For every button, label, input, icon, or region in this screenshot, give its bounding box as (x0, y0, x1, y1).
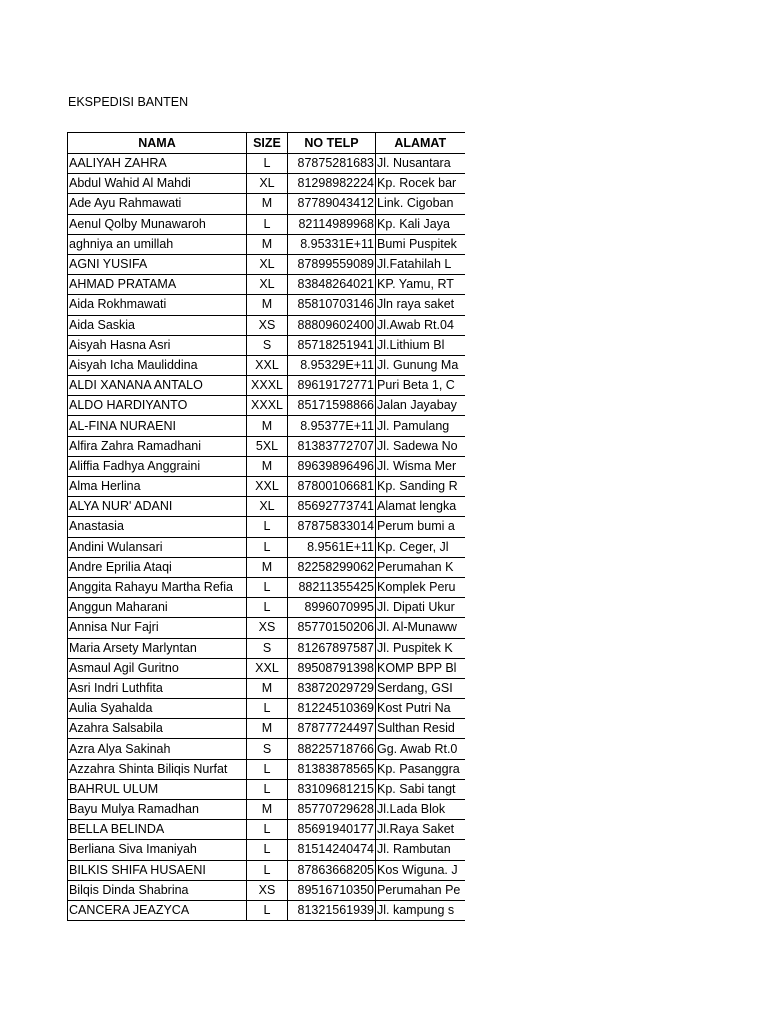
sheet-title: EKSPEDISI BANTEN (68, 95, 189, 109)
table-row (68, 154, 465, 174)
cell-size[interactable]: XXL (247, 355, 288, 375)
col-header-nama[interactable]: NAMA (68, 133, 247, 154)
cell-nama[interactable]: Annisa Nur Fajri (68, 618, 247, 638)
cell-alamat[interactable]: Jl.Raya Saket (376, 820, 465, 840)
cell-alamat[interactable]: KP. Yamu, RT (376, 275, 465, 295)
col-header-alamat[interactable]: ALAMAT (376, 133, 465, 154)
cell-nama[interactable]: Aida Saskia (68, 315, 247, 335)
cell-alamat[interactable]: Alamat lengka (376, 497, 465, 517)
cell-nama[interactable]: Azahra Salsabila (68, 719, 247, 739)
cell-alamat[interactable]: KOMP BPP Bl (376, 658, 465, 678)
cell-no-telp[interactable]: 85171598866 (288, 396, 376, 416)
shipment-table (67, 132, 465, 921)
cell-no-telp[interactable]: 88225718766 (288, 739, 376, 759)
cell-no-telp[interactable]: 85770150206 (288, 618, 376, 638)
cell-alamat[interactable]: Jalan Jayabay (376, 396, 465, 416)
table-row (68, 820, 465, 840)
cell-alamat[interactable]: Kp. Kali Jaya (376, 214, 465, 234)
col-header-size[interactable]: SIZE (247, 133, 288, 154)
cell-nama[interactable]: Andre Eprilia Ataqi (68, 557, 247, 577)
cell-size[interactable]: L (247, 537, 288, 557)
cell-alamat[interactable]: Jl.Fatahilah L (376, 254, 465, 274)
cell-alamat[interactable]: Jl. Al-Munaww (376, 618, 465, 638)
cell-no-telp[interactable]: 85770729628 (288, 800, 376, 820)
cell-alamat[interactable]: Bumi Puspitek (376, 234, 465, 254)
cell-alamat[interactable]: Jl. Gunung Ma (376, 355, 465, 375)
cell-size[interactable]: XXL (247, 658, 288, 678)
cell-alamat[interactable]: Kp. Sabi tangt (376, 779, 465, 799)
cell-size[interactable]: M (247, 800, 288, 820)
cell-nama[interactable]: Aenul Qolby Munawaroh (68, 214, 247, 234)
cell-no-telp[interactable]: 87800106681 (288, 477, 376, 497)
cell-no-telp[interactable]: 85810703146 (288, 295, 376, 315)
cell-nama[interactable]: Ade Ayu Rahmawati (68, 194, 247, 214)
cell-nama[interactable]: Alma Herlina (68, 477, 247, 497)
cell-alamat[interactable]: Kp. Rocek bar (376, 174, 465, 194)
cell-nama[interactable]: AHMAD PRATAMA (68, 275, 247, 295)
cell-nama[interactable]: Asri Indri Luthfita (68, 678, 247, 698)
cell-alamat[interactable]: Perum bumi a (376, 517, 465, 537)
cell-size[interactable]: XS (247, 618, 288, 638)
cell-size[interactable]: S (247, 739, 288, 759)
cell-no-telp[interactable]: 83109681215 (288, 779, 376, 799)
cell-alamat[interactable]: Perumahan Pe (376, 880, 465, 900)
cell-alamat[interactable]: Kp. Sanding R (376, 477, 465, 497)
cell-alamat[interactable]: Jl. Rambutan (376, 840, 465, 860)
cell-no-telp[interactable]: 85691940177 (288, 820, 376, 840)
col-header-no-telp[interactable]: NO TELP (288, 133, 376, 154)
cell-nama[interactable]: Anggun Maharani (68, 598, 247, 618)
cell-size[interactable]: L (247, 517, 288, 537)
cell-no-telp[interactable]: 85718251941 (288, 335, 376, 355)
cell-alamat[interactable]: Jl.Lithium Bl (376, 335, 465, 355)
cell-no-telp[interactable]: 83872029729 (288, 678, 376, 698)
cell-nama[interactable]: BELLA BELINDA (68, 820, 247, 840)
cell-no-telp[interactable]: 83848264021 (288, 275, 376, 295)
cell-alamat[interactable]: Jl. Wisma Mer (376, 456, 465, 476)
cell-size[interactable]: L (247, 779, 288, 799)
cell-no-telp[interactable]: 89516710350 (288, 880, 376, 900)
cell-no-telp[interactable]: 81267897587 (288, 638, 376, 658)
cell-alamat[interactable]: Gg. Awab Rt.0 (376, 739, 465, 759)
table-row (68, 779, 465, 799)
table-row (68, 658, 465, 678)
cell-no-telp[interactable]: 82258299062 (288, 557, 376, 577)
cell-nama[interactable]: Aisyah Icha Mauliddina (68, 355, 247, 375)
table-row (68, 214, 465, 234)
cell-size[interactable]: XXL (247, 477, 288, 497)
cell-nama[interactable]: BILKIS SHIFA HUSAENI (68, 860, 247, 880)
cell-no-telp[interactable]: 81514240474 (288, 840, 376, 860)
table-row (68, 174, 465, 194)
cell-alamat[interactable]: Sulthan Resid (376, 719, 465, 739)
cell-size[interactable]: S (247, 638, 288, 658)
cell-no-telp[interactable]: 89619172771 (288, 376, 376, 396)
table-row (68, 880, 465, 900)
cell-no-telp[interactable]: 81383878565 (288, 759, 376, 779)
cell-no-telp[interactable]: 81383772707 (288, 436, 376, 456)
cell-size[interactable]: M (247, 194, 288, 214)
table-row (68, 537, 465, 557)
cell-alamat[interactable]: Jln raya saket (376, 295, 465, 315)
cell-nama[interactable]: Berliana Siva Imaniyah (68, 840, 247, 860)
cell-nama[interactable]: ALDI XANANA ANTALO (68, 376, 247, 396)
cell-size[interactable]: XL (247, 275, 288, 295)
cell-size[interactable]: L (247, 820, 288, 840)
table-row (68, 900, 465, 920)
cell-size[interactable]: XXXL (247, 396, 288, 416)
cell-size[interactable]: L (247, 759, 288, 779)
cell-no-telp[interactable]: 81321561939 (288, 900, 376, 920)
table-row (68, 456, 465, 476)
table-row (68, 739, 465, 759)
cell-alamat[interactable]: Kos Wiguna. J (376, 860, 465, 880)
cell-size[interactable]: M (247, 295, 288, 315)
cell-nama[interactable]: Aisyah Hasna Asri (68, 335, 247, 355)
cell-alamat[interactable]: Komplek Peru (376, 577, 465, 597)
table-row (68, 618, 465, 638)
cell-size[interactable]: L (247, 699, 288, 719)
cell-size[interactable]: M (247, 234, 288, 254)
table-row (68, 194, 465, 214)
cell-alamat[interactable]: Jl.Lada Blok (376, 800, 465, 820)
table-row (68, 436, 465, 456)
cell-size[interactable]: M (247, 678, 288, 698)
table-row (68, 275, 465, 295)
cell-alamat[interactable]: Jl.Awab Rt.04 (376, 315, 465, 335)
cell-alamat[interactable]: Jl. kampung s (376, 900, 465, 920)
cell-no-telp[interactable]: 8.95377E+11 (288, 416, 376, 436)
table-row (68, 335, 465, 355)
cell-nama[interactable]: AGNI YUSIFA (68, 254, 247, 274)
cell-nama[interactable]: Maria Arsety Marlyntan (68, 638, 247, 658)
cell-size[interactable]: M (247, 416, 288, 436)
cell-no-telp[interactable]: 89508791398 (288, 658, 376, 678)
cell-size[interactable]: M (247, 456, 288, 476)
cell-size[interactable]: L (247, 840, 288, 860)
cell-nama[interactable]: Abdul Wahid Al Mahdi (68, 174, 247, 194)
cell-size[interactable]: L (247, 598, 288, 618)
table-row (68, 355, 465, 375)
table-row (68, 719, 465, 739)
table-row (68, 295, 465, 315)
cell-size[interactable]: L (247, 577, 288, 597)
table-row (68, 234, 465, 254)
cell-nama[interactable]: Aulia Syahalda (68, 699, 247, 719)
table-row (68, 598, 465, 618)
cell-no-telp[interactable]: 85692773741 (288, 497, 376, 517)
cell-alamat[interactable]: Perumahan K (376, 557, 465, 577)
table-row (68, 477, 465, 497)
table-row (68, 759, 465, 779)
table-row (68, 315, 465, 335)
table-row (68, 800, 465, 820)
cell-size[interactable]: XL (247, 174, 288, 194)
cell-nama[interactable]: AALIYAH ZAHRA (68, 154, 247, 174)
cell-nama[interactable]: Bilqis Dinda Shabrina (68, 880, 247, 900)
cell-nama[interactable]: CANCERA JEAZYCA (68, 900, 247, 920)
cell-no-telp[interactable]: 87899559089 (288, 254, 376, 274)
cell-nama[interactable]: aghniya an umillah (68, 234, 247, 254)
cell-size[interactable]: L (247, 214, 288, 234)
cell-nama[interactable]: Azra Alya Sakinah (68, 739, 247, 759)
table-row (68, 254, 465, 274)
cell-no-telp[interactable]: 87789043412 (288, 194, 376, 214)
cell-alamat[interactable]: Kost Putri Na (376, 699, 465, 719)
cell-nama[interactable]: AL-FINA NURAENI (68, 416, 247, 436)
cell-nama[interactable]: Asmaul Agil Guritno (68, 658, 247, 678)
table-row (68, 577, 465, 597)
table-row (68, 557, 465, 577)
cell-alamat[interactable]: Puri Beta 1, C (376, 376, 465, 396)
cell-alamat[interactable]: Kp. Ceger, Jl (376, 537, 465, 557)
cell-alamat[interactable]: Jl. Pamulang (376, 416, 465, 436)
cell-size[interactable]: L (247, 154, 288, 174)
table-row (68, 497, 465, 517)
cell-no-telp[interactable]: 8.9561E+11 (288, 537, 376, 557)
cell-nama[interactable]: BAHRUL ULUM (68, 779, 247, 799)
cell-no-telp[interactable]: 89639896496 (288, 456, 376, 476)
cell-no-telp[interactable]: 8.95331E+11 (288, 234, 376, 254)
cell-size[interactable]: L (247, 900, 288, 920)
cell-size[interactable]: M (247, 719, 288, 739)
table-row (68, 840, 465, 860)
cell-size[interactable]: XL (247, 254, 288, 274)
cell-no-telp[interactable]: 87877724497 (288, 719, 376, 739)
cell-alamat[interactable]: Serdang, GSI (376, 678, 465, 698)
cell-nama[interactable]: ALDO HARDIYANTO (68, 396, 247, 416)
cell-no-telp[interactable]: 88211355425 (288, 577, 376, 597)
cell-no-telp[interactable]: 87863668205 (288, 860, 376, 880)
cell-nama[interactable]: Anastasia (68, 517, 247, 537)
cell-size[interactable]: L (247, 860, 288, 880)
table-row (68, 699, 465, 719)
cell-size[interactable]: S (247, 335, 288, 355)
cell-size[interactable]: XL (247, 497, 288, 517)
cell-alamat[interactable]: Jl. Nusantara (376, 154, 465, 174)
cell-nama[interactable]: Bayu Mulya Ramadhan (68, 800, 247, 820)
cell-size[interactable]: XXXL (247, 376, 288, 396)
cell-no-telp[interactable]: 81224510369 (288, 699, 376, 719)
cell-no-telp[interactable]: 81298982224 (288, 174, 376, 194)
cell-nama[interactable]: Aida Rokhmawati (68, 295, 247, 315)
cell-nama[interactable]: Anggita Rahayu Martha Refia (68, 577, 247, 597)
table-row (68, 396, 465, 416)
cell-alamat[interactable]: Kp. Pasanggra (376, 759, 465, 779)
table-row (68, 638, 465, 658)
table-row (68, 517, 465, 537)
cell-size[interactable]: 5XL (247, 436, 288, 456)
cell-no-telp[interactable]: 8.95329E+11 (288, 355, 376, 375)
cell-alamat[interactable]: Jl. Sadewa No (376, 436, 465, 456)
cell-nama[interactable]: Alfira Zahra Ramadhani (68, 436, 247, 456)
header-row (68, 133, 465, 154)
cell-no-telp[interactable]: 87875281683 (288, 154, 376, 174)
cell-nama[interactable]: Azzahra Shinta Biliqis Nurfat (68, 759, 247, 779)
cell-no-telp[interactable]: 8996070995 (288, 598, 376, 618)
cell-size[interactable]: M (247, 557, 288, 577)
cell-no-telp[interactable]: 82114989968 (288, 214, 376, 234)
table-body (68, 154, 465, 921)
cell-alamat[interactable]: Link. Cigoban (376, 194, 465, 214)
table-row (68, 860, 465, 880)
cell-size[interactable]: XS (247, 315, 288, 335)
table-row (68, 376, 465, 396)
table-row (68, 678, 465, 698)
cell-nama[interactable]: ALYA NUR' ADANI (68, 497, 247, 517)
cell-alamat[interactable]: Jl. Puspitek K (376, 638, 465, 658)
cell-alamat[interactable]: Jl. Dipati Ukur (376, 598, 465, 618)
cell-nama[interactable]: Andini Wulansari (68, 537, 247, 557)
cell-size[interactable]: XS (247, 880, 288, 900)
cell-nama[interactable]: Aliffia Fadhya Anggraini (68, 456, 247, 476)
table-row (68, 416, 465, 436)
cell-no-telp[interactable]: 88809602400 (288, 315, 376, 335)
cell-no-telp[interactable]: 87875833014 (288, 517, 376, 537)
